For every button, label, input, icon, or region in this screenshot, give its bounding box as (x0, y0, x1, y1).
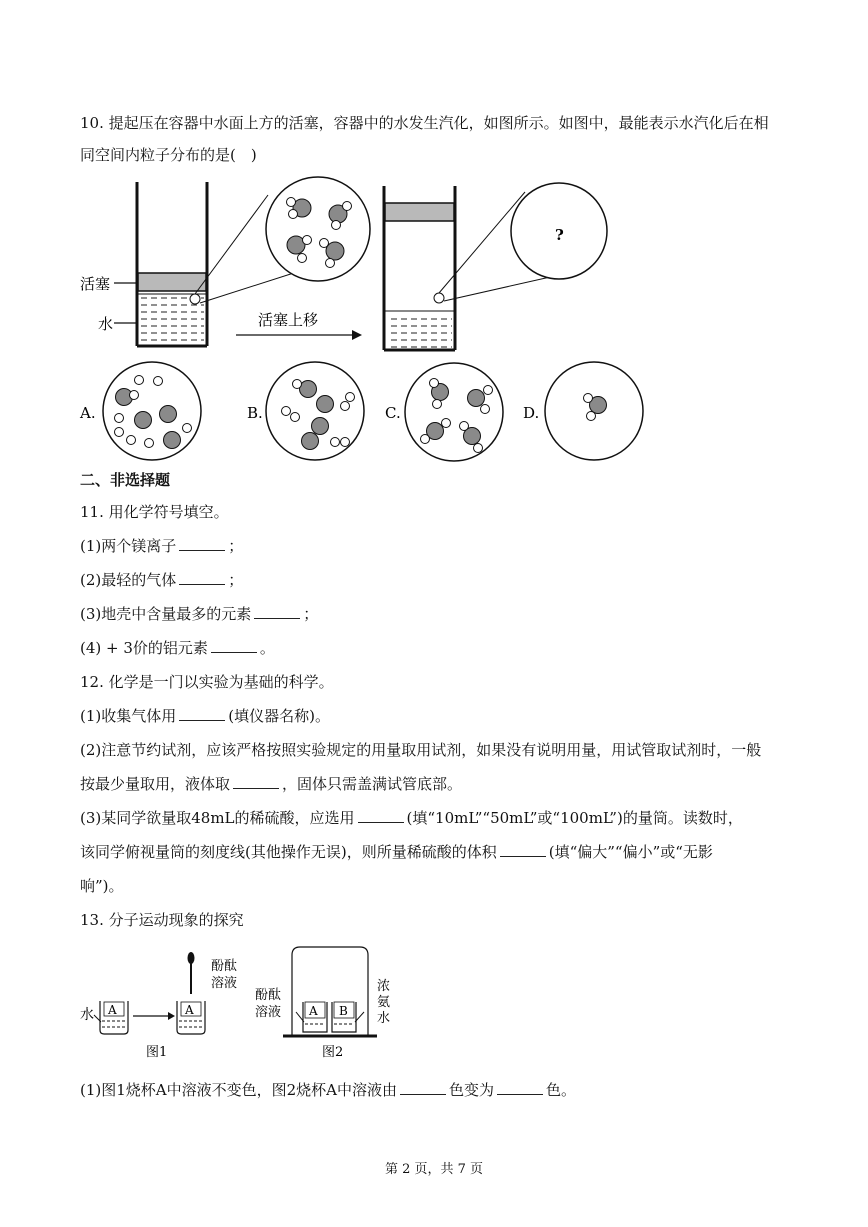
fig1-water-label: 水 (80, 1007, 94, 1023)
answer-blank[interactable] (211, 638, 257, 653)
q10-line2: 同空间内粒子分布的是( ) (80, 146, 257, 164)
zoom-circle-after (439, 183, 607, 301)
q12-part2-line2: 按最少量取用，液体取 ，固体只需盖满试管底部。 (80, 775, 463, 793)
answer-blank[interactable] (233, 774, 279, 789)
option-b-circle (266, 362, 364, 460)
q12-part1: (1)收集气体用 (填仪器名称)。 (80, 707, 330, 725)
answer-blank[interactable] (500, 842, 546, 857)
dropper-bulb (188, 952, 195, 964)
q12-part3-line2: 该同学俯视量筒的刻度线(其他操作无误)，则所量稀硫酸的体积 (填“偏大”“偏小”或“无影 (80, 843, 713, 861)
q11-part2: (2)最轻的气体 ； (80, 571, 244, 589)
answer-blank[interactable] (254, 604, 300, 619)
q11-part1: (1)两个镁离子 ； (80, 537, 244, 555)
q13-part1: (1)图1烧杯A中溶液不变色，图2烧杯A中溶液由 色变为 色。 (80, 1081, 577, 1099)
answer-blank[interactable] (179, 536, 225, 551)
answer-blank[interactable] (358, 808, 404, 823)
arrow-label: 活塞上移 (258, 311, 319, 329)
q11-part3: (3)地壳中含量最多的元素 ； (80, 605, 319, 623)
fig1-beaker-a2-label: A (185, 1003, 194, 1017)
q10-line1: 10. 提起压在容器中水面上方的活塞，容器中的水发生汽化，如图所示。如图中，最能表示水汽化后在相 (80, 114, 769, 132)
page-footer: 第 2 页，共 7 页 (384, 1162, 484, 1177)
fig2-left-label-2: 溶液 (255, 1005, 282, 1020)
option-d-circle (545, 362, 643, 460)
fig2-right-label-3: 水 (377, 1011, 391, 1026)
answer-blank[interactable] (179, 706, 225, 721)
option-b-label: B. (247, 404, 263, 422)
piston (385, 203, 454, 221)
fig2-beaker-b-label: B (339, 1004, 348, 1018)
arrow-piston-up (236, 330, 362, 340)
fig1-reagent-label-2: 溶液 (211, 976, 238, 991)
magnify-point (434, 293, 444, 303)
fig2-left-label-1: 酚酞 (255, 988, 282, 1003)
zoom-circle-before (195, 177, 370, 303)
q11-part4: (4) + 3价的铝元素 。 (80, 639, 275, 657)
container-before (137, 182, 207, 346)
answer-blank[interactable] (179, 570, 225, 585)
fig2-right-label-2: 氨 (377, 995, 391, 1010)
fig1-beaker-dropper (177, 952, 205, 1034)
q12-part2-line1: (2)注意节约试剂，应该严格按照实验规定的用量取用试剂，如果没有说明用量，用试管取试剂时，一般 (80, 741, 762, 759)
option-d-label: D. (523, 404, 540, 422)
label-water: 水 (98, 315, 114, 333)
option-c-circle (405, 363, 503, 461)
fig2-right-label-1: 浓 (377, 979, 391, 994)
fig1-beaker-a-label: A (108, 1003, 117, 1017)
fig2-caption: 图2 (322, 1045, 344, 1060)
q13-stem: 13. 分子运动现象的探究 (80, 911, 244, 929)
answer-blank[interactable] (400, 1080, 446, 1095)
water-body (387, 313, 452, 348)
fig1-reagent-label-1: 酚酞 (211, 959, 238, 974)
label-piston: 活塞 (80, 275, 111, 293)
fig1-caption: 图1 (146, 1045, 168, 1060)
section-title: 二、非选择题 (80, 471, 171, 489)
question-mark: ? (555, 226, 564, 244)
fig2-apparatus (283, 947, 377, 1036)
q12-part3-line3: 响”)。 (80, 877, 124, 895)
piston (138, 273, 206, 291)
option-a-label: A. (80, 404, 96, 422)
option-a-circle (103, 362, 201, 460)
container-after (384, 186, 455, 350)
q11-stem: 11. 用化学符号填空。 (80, 503, 229, 521)
magnify-point (190, 294, 200, 304)
fig1-arrow (133, 1012, 175, 1020)
answer-blank[interactable] (497, 1080, 543, 1095)
option-c-label: C. (385, 404, 401, 422)
q12-stem: 12. 化学是一门以实验为基础的科学。 (80, 673, 334, 691)
q12-part3-line1: (3)某同学欲量取48mL的稀硫酸，应选用 (填“10mL”“50mL”或“100mL”)的量筒。读数时， (80, 809, 743, 827)
fig2-beaker-a-label: A (309, 1004, 318, 1018)
